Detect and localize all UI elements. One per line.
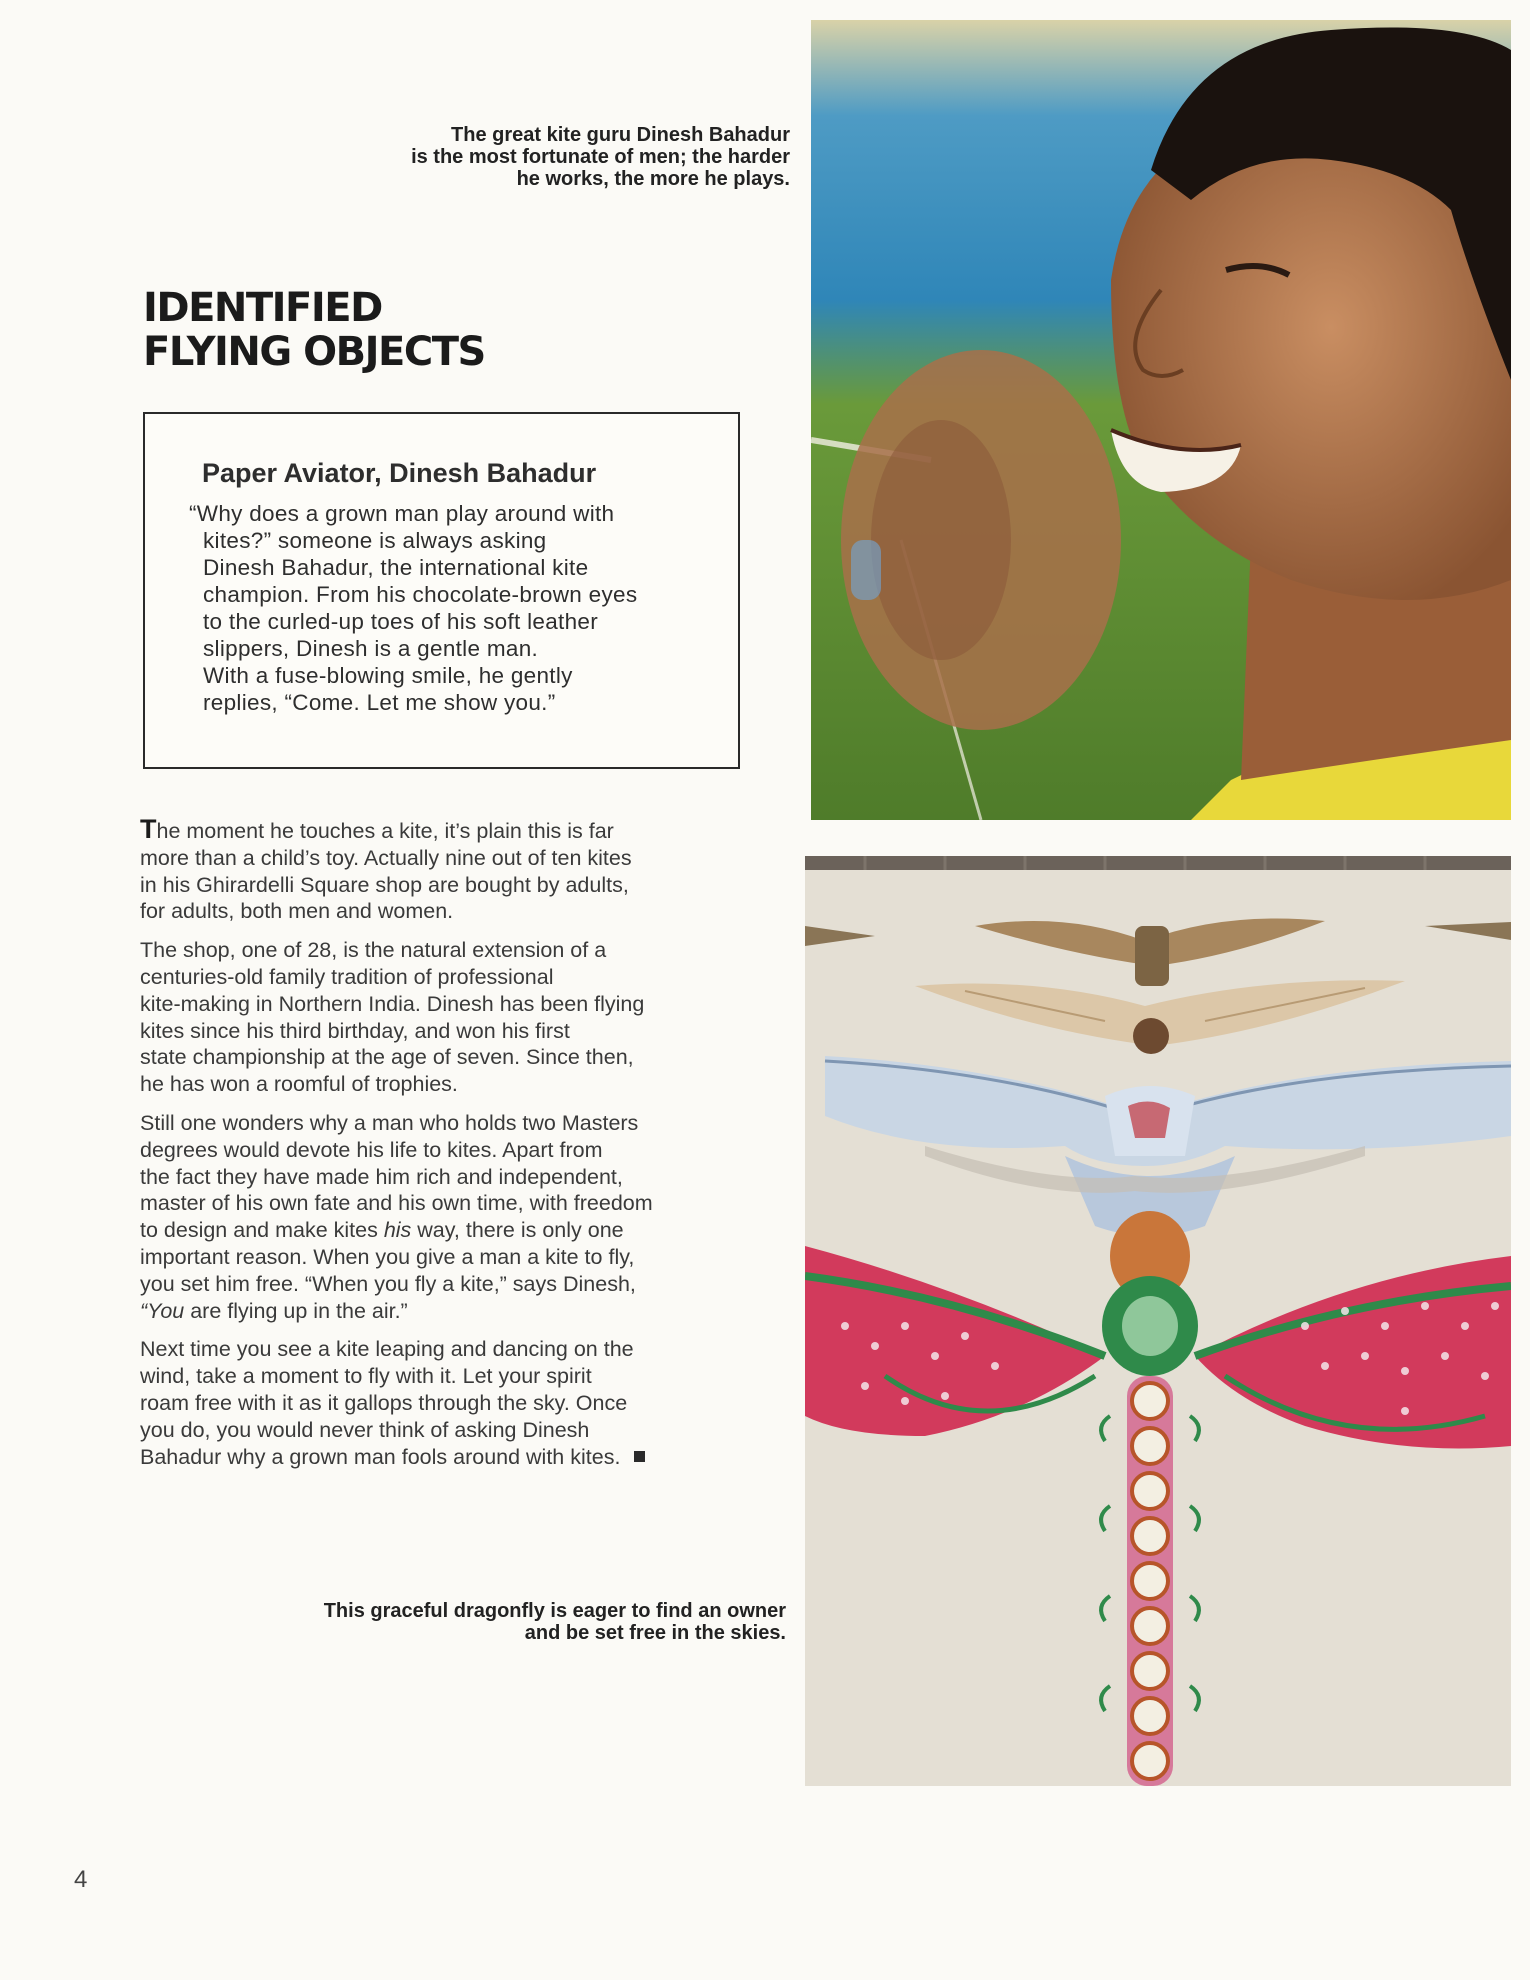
sidebar-line: kites?” someone is always asking <box>203 528 547 553</box>
sidebar-body <box>189 500 689 716</box>
page-title <box>143 286 603 374</box>
paragraph-line: Next time you see a kite leaping and dancing on the <box>140 1337 634 1362</box>
sidebar-line: replies, “Come. Let me show you.” <box>203 690 556 715</box>
title-line-1: IDENTIFIED <box>143 285 382 331</box>
caption-line: is the most fortunate of men; the harder <box>411 146 790 168</box>
paragraph-4 <box>140 1336 760 1470</box>
caption-line: The great kite guru Dinesh Bahadur <box>451 124 790 146</box>
paragraph-line: roam free with it as it gallops through the sky. Once <box>140 1390 628 1415</box>
sidebar-title: Paper Aviator, Dinesh Bahadur <box>202 458 597 488</box>
page-number: 4 <box>74 1866 88 1893</box>
title-line-2: FLYING OBJECTS <box>143 329 485 375</box>
caption-line: and be set free in the skies. <box>524 1622 786 1644</box>
paragraph-line: Still one wonders why a man who holds two Masters <box>140 1110 639 1135</box>
emphasis: his <box>383 1218 412 1243</box>
paragraph-line: important reason. When you give a man a kite to fly, <box>140 1244 635 1269</box>
paragraph-line: The shop, one of 28, is the natural extension of a <box>140 938 607 963</box>
article-body <box>140 816 760 1482</box>
paragraph-line: centuries-old family tradition of professional <box>140 964 554 989</box>
paragraph-line: state championship at the age of seven. Since then, <box>140 1045 634 1070</box>
paragraph-line: “You are flying up in the air.” <box>140 1298 408 1323</box>
paragraph-line: degrees would devote his life to kites. Apart from <box>140 1137 603 1162</box>
paragraph-line: more than a child’s toy. Actually nine out of ten kites <box>140 845 632 870</box>
paragraph-line: you do, you would never think of asking Dinesh <box>140 1417 590 1442</box>
intro-sidebar-box <box>143 412 740 769</box>
paragraph-line: he moment he touches a kite, it’s plain this is far <box>156 819 614 843</box>
paragraph-line: the fact they have made him rich and independent, <box>140 1164 623 1189</box>
caption-line: This graceful dragonfly is eager to find an owner <box>323 1600 786 1622</box>
paragraph-line: master of his own fate and his own time, with freedom <box>140 1191 653 1216</box>
sidebar-line: Dinesh Bahadur, the international kite <box>203 555 589 580</box>
kites-illustration <box>805 856 1511 1786</box>
paragraph-2 <box>140 937 760 1098</box>
sidebar-line: slippers, Dinesh is a gentle man. <box>203 636 539 661</box>
end-mark-icon <box>634 1451 645 1462</box>
paragraph-3 <box>140 1110 760 1324</box>
paragraph-1 <box>140 816 760 925</box>
paragraph-line: you set him free. “When you fly a kite,” says Dinesh, <box>140 1271 636 1296</box>
paragraph-line: in his Ghirardelli Square shop are bought by adults, <box>140 872 629 897</box>
caption-line: he works, the more he plays. <box>516 168 790 190</box>
portrait-illustration <box>811 20 1511 820</box>
paragraph-line: for adults, both men and women. <box>140 899 454 924</box>
sidebar-line: “Why does a grown man play around with <box>189 501 615 526</box>
paragraph-line: Bahadur why a grown man fools around with kites. <box>140 1444 760 1471</box>
kite-flyer-portrait-photo <box>811 20 1511 820</box>
sidebar-line: champion. From his chocolate-brown eyes <box>203 582 638 607</box>
sidebar-line: to the curled-up toes of his soft leather <box>203 609 599 634</box>
paragraph-line: kite-making in Northern India. Dinesh has been flying <box>140 991 645 1016</box>
paragraph-line: wind, take a moment to fly with it. Let your spirit <box>140 1364 592 1389</box>
drop-cap: T <box>140 814 157 844</box>
bottom-photo-caption <box>200 1600 786 1644</box>
top-photo-caption <box>300 124 790 190</box>
paragraph-line: to design and make kites his way, there is only one <box>140 1218 624 1243</box>
sidebar-line: With a fuse-blowing smile, he gently <box>203 663 573 688</box>
paragraph-line: kites since his third birthday, and won his first <box>140 1018 570 1043</box>
dragonfly-kite-photo <box>805 856 1511 1786</box>
paragraph-line: he has won a roomful of trophies. <box>140 1072 458 1097</box>
emphasis: “You <box>140 1298 185 1323</box>
